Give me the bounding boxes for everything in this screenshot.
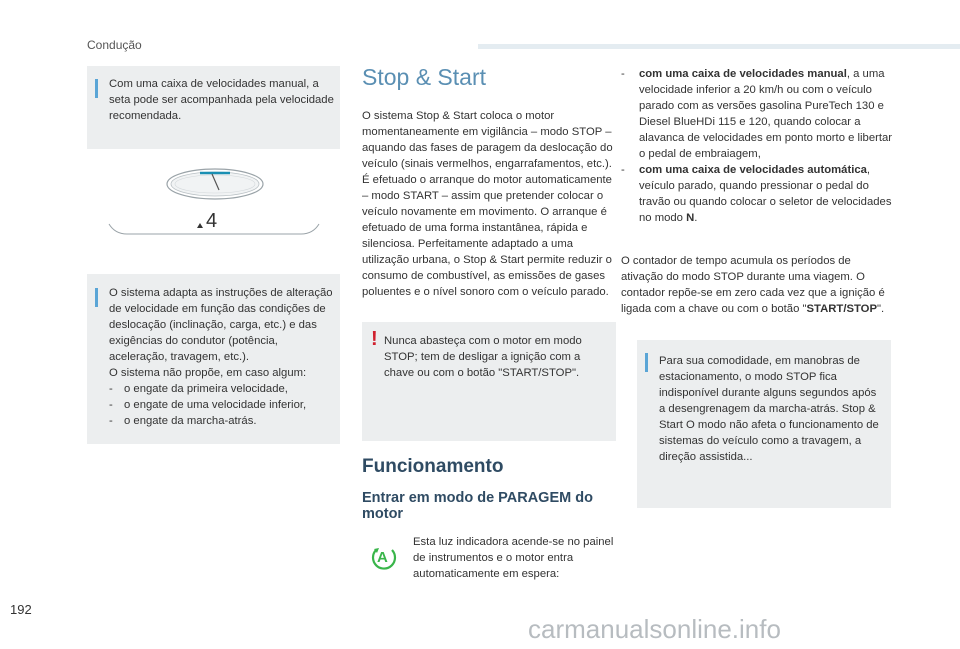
- list-item: - com uma caixa de velocidades manual, a uma velocidade inferior a 20 km/h ou com o veículo parado com as versões gasolina PureTech 130 e Diesel BlueHDi 115 e 120, quando colocar a alavanca de velocidades em ponto morto e libertar o pedal de embraiagem,: [621, 68, 893, 160]
- warning-icon: !: [371, 328, 378, 350]
- note-text: Para sua comodidade, em manobras de estacionamento, o modo STOP fica indisponível durante alguns segundos após a desengrenagem da marcha-atrás. Stop & Start O modo não afeta o funcionamento de sistemas do veículo como a travagem, a direção assistida...: [659, 355, 879, 463]
- indicator-letter: A: [377, 549, 388, 566]
- header-bar: [478, 44, 960, 49]
- info-note-parking: [637, 340, 891, 508]
- indicator-text: Esta luz indicadora acende-se no painel de instrumentos e o motor entra automaticamente em espera:: [413, 536, 614, 580]
- warning-note-refuel: [362, 322, 616, 441]
- section-label: Condução: [87, 38, 142, 52]
- info-bar-icon: [645, 353, 648, 372]
- stop-conditions-list: [621, 66, 893, 226]
- list-item: - o engate da marcha-atrás.: [109, 415, 257, 427]
- info-bar-icon: [95, 288, 98, 307]
- subheading-stop-mode: Entrar em modo de PARAGEM do motor: [362, 490, 593, 522]
- timer-paragraph: O contador de tempo acumula os períodos de ativação do modo STOP durante uma viagem. O contador repõe-se em zero cada vez que a ignição é ligada com a chave ou com o botão "START/STOP".: [621, 255, 885, 315]
- note-text: Com uma caixa de velocidades manual, a seta pode ser acompanhada pela velocidade recomendada.: [109, 78, 334, 122]
- page-number: 192: [10, 602, 32, 617]
- note-line: O sistema não propõe, em caso algum:: [109, 367, 307, 379]
- warning-text: Nunca abasteça com o motor em modo STOP; tem de desligar a ignição com a chave ou com o botão "START/STOP".: [384, 335, 582, 379]
- info-bar-icon: [95, 79, 98, 98]
- stop-start-paragraph: O sistema Stop & Start coloca o motor momentaneamente em vigilância – modo STOP – aquando das fases de paragem da deslocação do veículo (sinais vermelhos, engarrafamentos, etc.). É efetuado o arranque do motor automaticamente – modo START – assim que pretender colocar o veículo novamente em movimento. O arranque é efetuado de uma forma instantânea, rápida e silenciosa. Perfeitamente adaptado a uma utilização urbana, o Stop & Start permite reduzir o consumo de combustível, as emissões de gases poluentes e o nível sonoro com o veículo parado.: [362, 110, 613, 298]
- watermark: carmanualsonline.info: [528, 614, 781, 644]
- list-item: - o engate de uma velocidade inferior,: [109, 399, 307, 411]
- list-item: - o engate da primeira velocidade,: [109, 383, 288, 395]
- gear-number: 4: [206, 210, 218, 232]
- list-item: - com uma caixa de velocidades automática, veículo parado, quando pressionar o pedal do travão ou quando colocar o seletor de velocidades no modo N.: [621, 164, 892, 224]
- heading-operation: Funcionamento: [362, 456, 504, 477]
- note-line: O sistema adapta as instruções de alteração de velocidade em função das condições de deslocação (inclinação, carga, etc.) e das exigências do condutor (potência, aceleração, travagem, etc.).: [109, 287, 333, 363]
- info-note-system-adapts: [87, 274, 340, 444]
- info-note-manual-gearbox: [87, 66, 340, 149]
- section-title-stop-start: Stop & Start: [362, 64, 487, 90]
- gear-shift-indicator-illustration: [105, 162, 323, 246]
